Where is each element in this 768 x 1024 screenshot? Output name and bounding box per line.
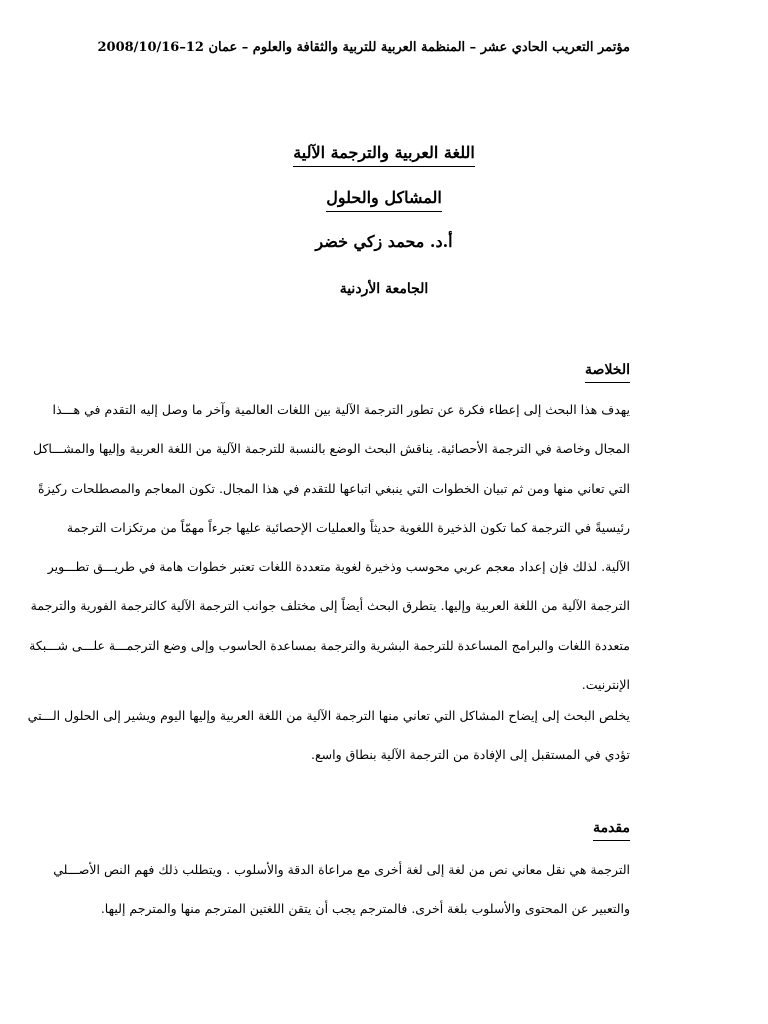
paper-title-row xyxy=(0,143,768,167)
abstract-heading: الخلاصة xyxy=(585,362,630,383)
abstract-line: الآلية. لذلك فإن إعداد معجم عربي محوسب وذخيرة لغوية متعددة اللغات تعتبر خطوات هامة في طريـــق تطـــوير xyxy=(47,559,630,575)
abstract-line: يخلص البحث إلى إيضاح المشاكل التي تعاني منها الترجمة الآلية من اللغة العربية وإليها اليوم ويشير إلى الحلول الـــتي xyxy=(27,708,630,723)
abstract-line: متعددة اللغات والبرامج المساعدة للترجمة البشرية والترجمة بمساعدة الحاسوب وإلى وضع الترجمـــة علـــى شـــبكة xyxy=(29,637,630,653)
author-affiliation: الجامعة الأردنية xyxy=(339,281,429,297)
author-name: أ.د. محمد زكي خضر xyxy=(315,232,453,251)
affiliation-row xyxy=(0,279,768,299)
abstract-paragraph-2 xyxy=(27,696,630,775)
abstract-line: يهدف هذا البحث إلى إعطاء فكرة عن تطور الترجمة الآلية بين اللغات العالمية وآخر ما وصل إليه التقدم في هـــذا xyxy=(52,402,630,417)
abstract-paragraph-1 xyxy=(29,390,630,704)
abstract-line: الترجمة الآلية من اللغة العربية وإليها. يتطرق البحث أيضاً إلى مختلف جوانب الترجمة الآلية كالترجمة الفورية والترجمة xyxy=(30,598,630,614)
running-header: مؤتمر التعريب الحادي عشر – المنظمة العربية للتربية والثقافة والعلوم – عمان 12–2008/10/16 xyxy=(97,40,630,55)
introduction-paragraph xyxy=(53,850,630,929)
introduction-line: الترجمة هي نقل معاني نص من لغة إلى لغة أخرى مع مراعاة الدقة والأسلوب . ويتطلب ذلك فهم النص الأصـــلي xyxy=(53,862,630,877)
abstract-line: رئيسيةً في الترجمة كما تكون الذخيرة اللغوية حديثاً والعمليات الإحصائية عليها جرءاً مهمّاً من مرتكزات الترجمة xyxy=(66,519,630,535)
abstract-line: المجال وخاصة في الترجمة الأحصائية. يناقش البحث الوضع بالنسبة للترجمة الآلية من اللغة العربية وإليها والمشـــاكل xyxy=(33,441,630,457)
abstract-line: التي تعاني منها ومن ثم تبيان الخطوات التي ينبغي اتباعها للتقدم في هذا المجال. تكون المعاجم والمصطلحات ركيزةً xyxy=(38,480,630,496)
author-row xyxy=(0,232,768,252)
paper-title: اللغة العربية والترجمة الآلية xyxy=(293,143,475,167)
abstract-line: تؤدي في المستقبل إلى الإفادة من الترجمة الآلية بنطاق واسع. xyxy=(311,747,630,763)
introduction-line: والتعبير عن المحتوى والأسلوب بلغة أخرى. فالمترجم يجب أن يتقن اللغتين المترجم منها والمترجم إليها. xyxy=(100,901,630,917)
paper-subtitle-row xyxy=(0,188,768,212)
paper-subtitle: المشاكل والحلول xyxy=(326,188,442,212)
introduction-heading: مقدمة xyxy=(593,820,630,841)
abstract-line: الإنترنيت. xyxy=(581,677,630,693)
